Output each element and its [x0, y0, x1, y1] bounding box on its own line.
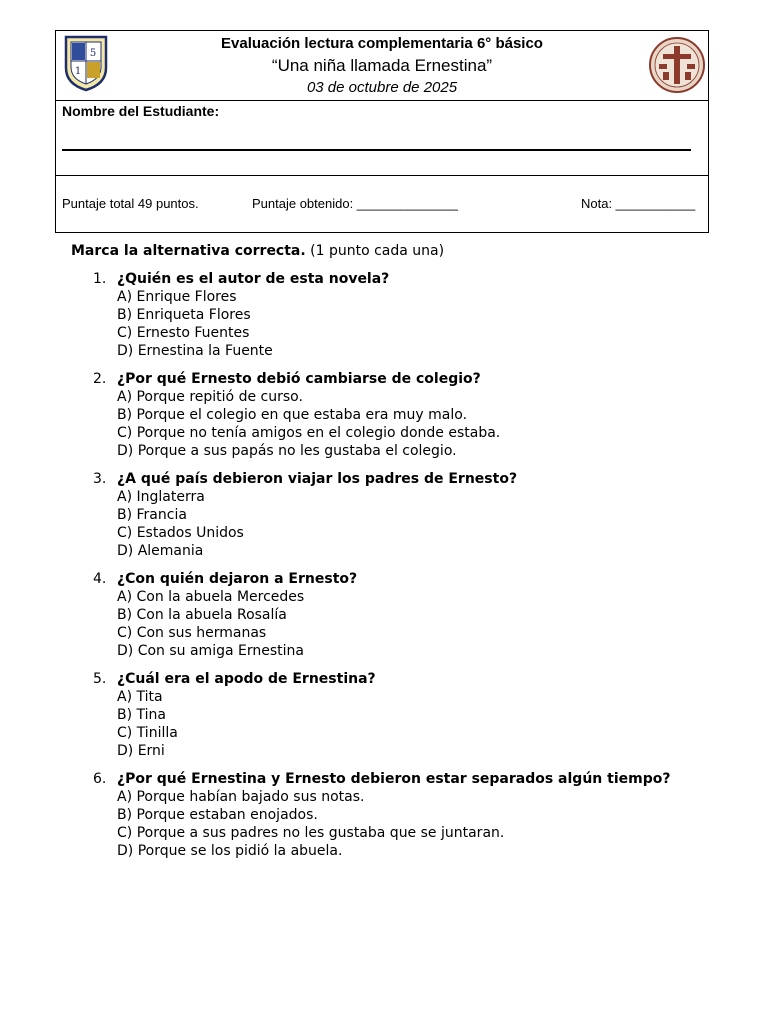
instruction-rest: (1 punto cada una) — [305, 243, 445, 259]
question-list — [93, 270, 713, 870]
question-heading — [93, 770, 713, 788]
answer-options — [93, 588, 713, 660]
student-name-label: Nombre del Estudiante: — [62, 103, 220, 119]
answer-option[interactable]: B) Porque el colegio en que estaba era muy malo. — [117, 407, 468, 423]
answer-option[interactable]: D) Alemania — [117, 543, 204, 559]
answer-option[interactable]: D) Erni — [117, 743, 165, 759]
answer-option[interactable]: B) Con la abuela Rosalía — [117, 607, 287, 623]
header-table — [55, 30, 709, 233]
question-item — [93, 270, 713, 360]
answer-options — [93, 288, 713, 360]
answer-option[interactable]: C) Ernesto Fuentes — [117, 325, 250, 341]
answer-option[interactable]: D) Porque se los pidió la abuela. — [117, 843, 343, 859]
answer-options — [93, 388, 713, 460]
question-heading — [93, 470, 713, 488]
answer-option[interactable]: C) Tinilla — [117, 725, 178, 741]
answer-option[interactable]: B) Tina — [117, 707, 166, 723]
answer-option[interactable]: A) Enrique Flores — [117, 289, 237, 305]
question-text: ¿Cuál era el apodo de Ernestina? — [117, 671, 376, 687]
score-total: Puntaje total 49 puntos. — [62, 196, 199, 211]
school-emblem-logo — [649, 34, 705, 96]
question-heading — [93, 370, 713, 388]
answer-options — [93, 488, 713, 560]
score-obtained: Puntaje obtenido: ______________ — [252, 196, 459, 211]
answer-option[interactable]: B) Enriqueta Flores — [117, 307, 251, 323]
answer-option[interactable]: A) Porque habían bajado sus notas. — [117, 789, 365, 805]
instruction-bold: Marca la alternativa correcta. — [71, 243, 306, 259]
answer-option[interactable]: B) Francia — [117, 507, 187, 523]
question-text: ¿Quién es el autor de esta novela? — [117, 271, 390, 287]
question-heading — [93, 670, 713, 688]
crest-cell-text: 5 — [89, 48, 97, 59]
question-item — [93, 670, 713, 760]
question-number: 6. — [93, 771, 107, 787]
answer-option[interactable]: C) Porque a sus padres no les gustaba que se juntaran. — [117, 825, 505, 841]
answer-option[interactable]: C) Con sus hermanas — [117, 625, 267, 641]
answer-options — [93, 788, 713, 860]
answer-option[interactable]: B) Porque estaban enojados. — [117, 807, 318, 823]
answer-option[interactable]: A) Con la abuela Mercedes — [117, 589, 305, 605]
question-text: ¿Por qué Ernestina y Ernesto debieron estar separados algún tiempo? — [117, 771, 671, 787]
answer-option[interactable]: D) Ernestina la Fuente — [117, 343, 273, 359]
answer-option[interactable]: D) Con su amiga Ernestina — [117, 643, 304, 659]
answer-option[interactable]: A) Tita — [117, 689, 163, 705]
book-title: “Una niña llamada Ernestina” — [271, 56, 493, 75]
answer-options — [93, 688, 713, 760]
crest-cell-text: 1 — [74, 66, 82, 77]
evaluation-date: 03 de octubre de 2025 — [306, 79, 458, 96]
score-row — [56, 176, 708, 232]
document-title: Evaluación lectura complementaria 6° básico — [221, 35, 543, 52]
answer-option[interactable]: C) Estados Unidos — [117, 525, 244, 541]
question-number: 3. — [93, 471, 107, 487]
question-item — [93, 570, 713, 660]
answer-option[interactable]: C) Porque no tenía amigos en el colegio donde estaba. — [117, 425, 501, 441]
student-name-row — [56, 101, 708, 176]
title-block — [116, 34, 648, 98]
title-row — [56, 31, 708, 101]
question-item — [93, 370, 713, 460]
question-text: ¿Con quién dejaron a Ernesto? — [117, 571, 358, 587]
question-text: ¿A qué país debieron viajar los padres de Ernesto? — [117, 471, 518, 487]
answer-option[interactable]: A) Inglaterra — [117, 489, 205, 505]
school-crest-logo — [63, 34, 109, 92]
question-item — [93, 770, 713, 860]
grade-field: Nota: ___________ — [581, 196, 696, 211]
question-number: 4. — [93, 571, 107, 587]
instruction — [71, 243, 444, 259]
question-number: 2. — [93, 371, 107, 387]
question-number: 5. — [93, 671, 107, 687]
question-heading — [93, 570, 713, 588]
question-number: 1. — [93, 271, 107, 287]
question-text: ¿Por qué Ernesto debió cambiarse de colegio? — [117, 371, 481, 387]
answer-option[interactable]: D) Porque a sus papás no les gustaba el colegio. — [117, 443, 457, 459]
answer-option[interactable]: A) Porque repitió de curso. — [117, 389, 303, 405]
question-heading — [93, 270, 713, 288]
question-item — [93, 470, 713, 560]
student-name-line — [62, 149, 691, 151]
